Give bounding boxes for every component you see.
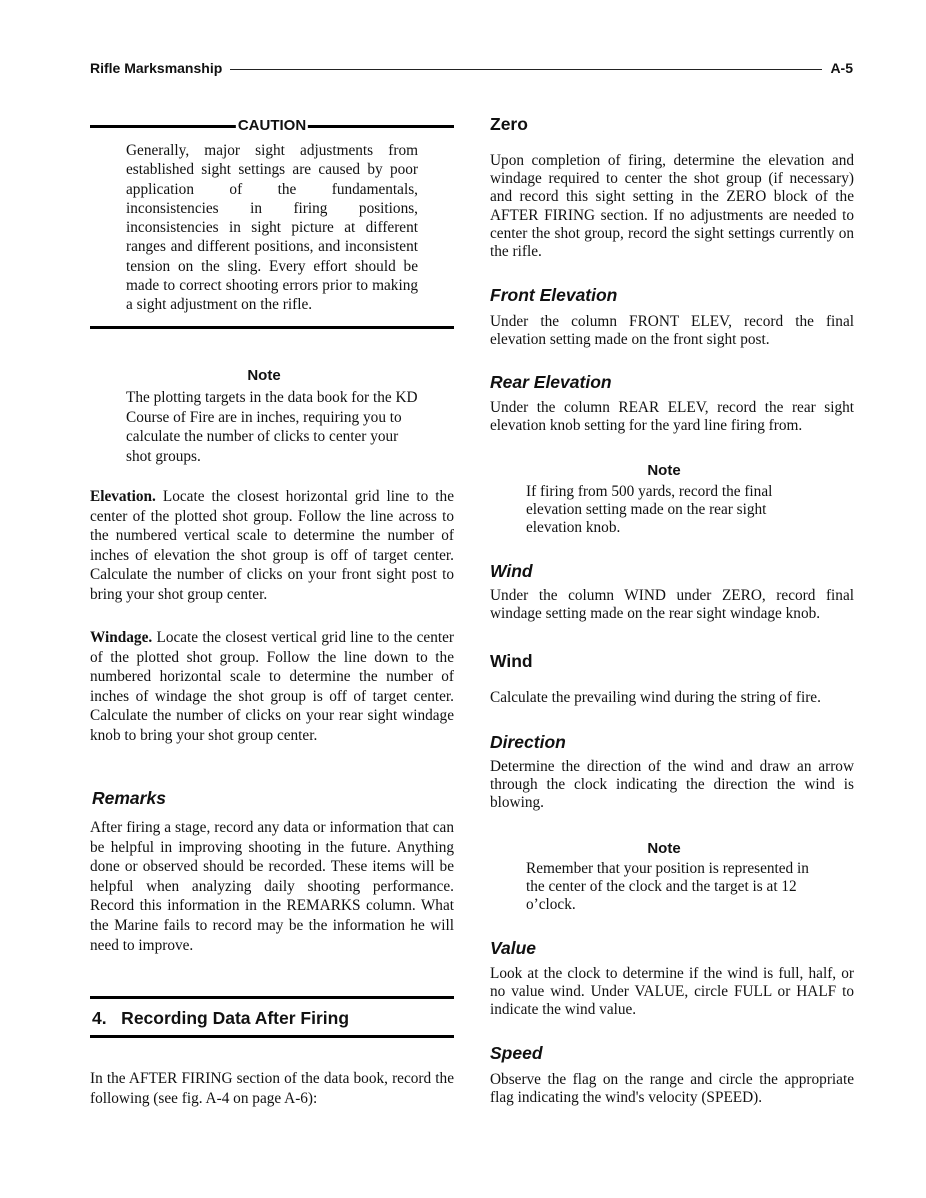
rear-elevation-text: Under the column REAR ELEV, record the rear sight elevation knob setting for the yard line firing from. <box>490 399 854 435</box>
value-text: Look at the clock to determine if the wind is full, half, or no value wind. Under VALUE, circle FULL or HALF to indicate the wind value. <box>490 965 854 1019</box>
direction-paragraph <box>490 758 854 813</box>
zero-heading: Zero <box>490 114 528 134</box>
note-label-elevation: Note <box>647 462 681 479</box>
zero-text: Upon completion of firing, determine the elevation and windage required to center the shot group (if necessary) and record this sight setting in the ZERO block of the AFTER FIRING section. If no adjustments are needed to center the shot group, record the sight settings currently on the rifle. <box>490 152 854 261</box>
windage-paragraph <box>90 628 454 746</box>
wind-italic-text: Under the column WIND under ZERO, record final windage setting made on the rear sight windage knob. <box>490 587 854 623</box>
front-elevation-heading: Front Elevation <box>490 285 618 305</box>
elevation-text: Locate the closest horizontal grid line to the center of the plotted shot group. Follow the line across to the numbered vertical scale to determine the number of inches of elevation the shot group is off of target center. Calculate the number of clicks on your front sight post to bring your shot group center. <box>90 488 454 603</box>
rear-elevation-heading: Rear Elevation <box>490 372 612 392</box>
direction-heading: Direction <box>490 732 566 752</box>
elevation-paragraph <box>90 487 454 605</box>
wind-heading: Wind <box>490 651 533 671</box>
remarks-heading: Remarks <box>92 788 166 808</box>
speed-text: Observe the flag on the range and circle the appropriate flag indicating the wind's velocity (SPEED). <box>490 1071 854 1107</box>
wind-text: Calculate the prevailing wind during the string of fire. <box>490 689 821 706</box>
caution-rule-bottom <box>90 326 454 329</box>
note-label: Note <box>247 367 281 384</box>
caution-text: Generally, major sight adjustments from established sight settings are caused by poor application of the fundamentals, inconsistencies in firing positions, inconsistencies in sight picture at different ranges and different positions, and inconsistent tension on the sling. Every effort should be made to correct shooting errors prior to making a sight adjustment on the rifle. <box>126 142 418 314</box>
header-title: Rifle Marksmanship <box>90 60 230 76</box>
wind-italic-heading: Wind <box>490 561 533 581</box>
running-header <box>90 60 853 80</box>
note-box <box>126 388 420 466</box>
remarks-paragraph <box>90 818 454 955</box>
windage-text: Locate the closest vertical grid line to the center of the plotted shot group. Follow the line down to the numbered horizontal scale to determine the number of inches of windage the shot group is off of target center. Calculate the number of clicks on your rear sight windage knob to bring your shot group center. <box>90 629 454 744</box>
value-paragraph <box>490 965 854 1020</box>
caution-box <box>126 141 418 315</box>
wind-paragraph <box>490 689 854 707</box>
note-text-elevation: If firing from 500 yards, record the final elevation setting made on the rear sight elevation knob. <box>526 483 773 537</box>
front-elevation-text: Under the column FRONT ELEV, record the final elevation setting made on the front sight post. <box>490 313 854 349</box>
remarks-text: After firing a stage, record any data or information that can be helpful in improving shooting in the future. Anything done or observed should be recorded. These items will be helpful when analyzing daily shooting performance. Record this information in the REMARKS column. What the Marine fails to record may be the information he will need to improve. <box>90 819 454 954</box>
wind-italic-paragraph <box>490 587 854 623</box>
value-heading: Value <box>490 938 537 958</box>
note-text: The plotting targets in the data book for the KD Course of Fire are in inches, requiring you to calculate the number of clicks to center your shot groups. <box>126 389 418 465</box>
speed-heading: Speed <box>490 1043 543 1063</box>
caution-label: CAUTION <box>237 117 307 134</box>
elevation-term: Elevation. <box>90 488 156 505</box>
direction-text: Determine the direction of the wind and draw an arrow through the clock indicating the direction the wind is blowing. <box>490 758 854 812</box>
note-box-elevation <box>526 483 822 538</box>
windage-term: Windage. <box>90 629 153 646</box>
section-4-text: In the AFTER FIRING section of the data book, record the following (see fig. A-4 on page A-6): <box>90 1070 454 1107</box>
zero-paragraph <box>490 152 854 261</box>
section-4-heading: 4. Recording Data After Firing <box>92 1008 350 1028</box>
caution-heading <box>90 117 454 137</box>
rear-elevation-paragraph <box>490 399 854 435</box>
page-number: A-5 <box>822 60 853 76</box>
front-elevation-paragraph <box>490 313 854 349</box>
note-text-clock: Remember that your position is represented in the center of the clock and the target is at 12 o’clock. <box>526 860 809 914</box>
section-4-paragraph <box>90 1069 454 1108</box>
section-4-heading-box <box>90 996 454 1038</box>
note-label-clock: Note <box>647 840 681 857</box>
note-box-clock <box>526 860 822 915</box>
speed-paragraph <box>490 1071 854 1107</box>
